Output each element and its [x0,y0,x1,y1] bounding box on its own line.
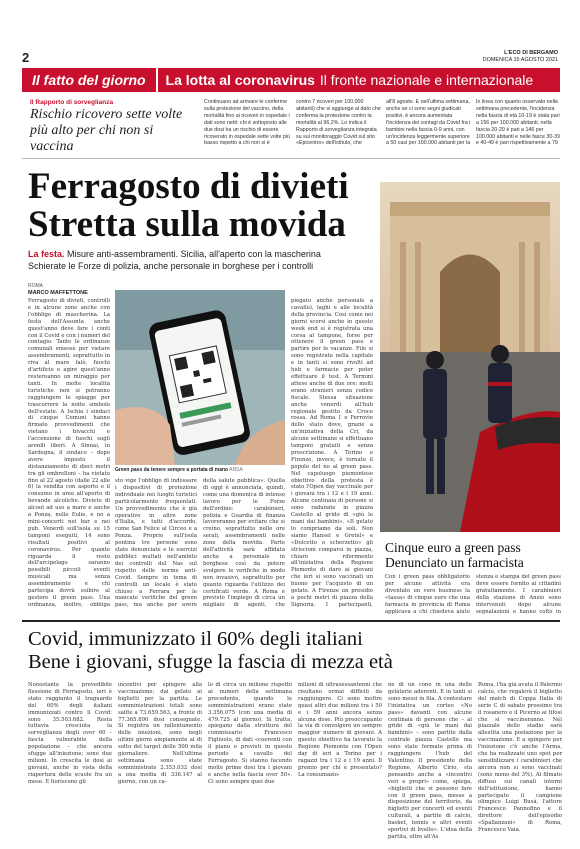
main-col-1: Ferragosto di divieti, controlli e in alcune zone anche con l'obbligo di mascherina. La festa dell'Assunta anche quest'anno deve fare i conti con il Covid e con i numeri del contagio. Tante le ordinanze comunali emesse per vietare assembramenti, soprattutto in riva al mare falò, fuochi d'artificio e agire quest'anno restereanno un miraggio per tanti. In molte località turistiche non si potranno raggiungere le spiagge per trascorrere la notte simbolo dell'estate. A Ischia i sindaci di cinque Comuni hanno firmato provvedimenti che vietano i bivacchi e l'accensione di fuochi sugli arenili liberi. A Sinnai, in Sardegna, il sindaco – dopo avere imposto il distanziamento di dieci metri tra gli ombrelloni – ha vietato fino al 22 agosto (dalle 22 alle 6) la vendita con asporto e il consumo in aree all'aperto di bevande alcoliche. Divieto di alcool ad uso a mare e anche a Ponza, nelle Eolie, e no a mini-concerti nei bar e nei pub. Venerdì sull'isola su 15 tamponi eseguiti, 14 sono risultati positivi al coronavirus. Per quanto riguarda il resto dell'arcipelago saranno possibili piccoli eventi musicali ma senza assembramento e chi partecipa dovrà esibire al gestore il green pass. Una ordinanza, inoltre, obbliga [28,298,110,608]
topic-label: La lotta al coronavirus [165,72,315,88]
bottom-divider [22,620,560,622]
bottom-headline-line-2: Bene i giovani, sfugge la fascia di mezza età [28,651,393,673]
bottom-headline-line-1: Covid, immunizzato il 60% degli italiani [28,628,363,650]
section-label: Il fatto del giorno [32,72,146,88]
side-col-2: stenza e stampa del green pass deve essere fornito ai cittadini gratuitamente. I carabinieri della stazione di Anzio sono intervenuti dopo alcune segnalazioni e hanno colto in [476,574,561,614]
byline: MARCO MAFFETTONE [28,290,88,296]
top-story-kicker: Il Rapporto di sorveglianza [30,99,114,106]
paper-date: DOMENICA 15 AGOSTO 2021 [482,57,558,63]
main-headline-line-1: Ferragosto di divieti [28,166,349,207]
police-photo [380,182,560,532]
dateline: ROMA [28,283,43,289]
police-photo-illustration [380,182,560,532]
top-story-col-2: contro 7 ricoveri per 100.000 abitanti) che si aggiunge al dato che conferma la protezione contro la mortalità al 96,2%. Lo indica il Rapporto di sorveglianza integrata su sul monitoraggio Covid sul sito «Epicentro» dell'istituto, che [296,99,381,147]
bottom-col-5: ne di un cono in una delle gelaterie aderenti. E in tanti si sono messi in fila. A contestare l'iniziativa un corteo «No pass» davanti con alcune centinaia di persone che – al grido di «giù le mani dai bambini» – sono partite dalla centrale piazza Castello ma sono state fermate prima di raggiungere l'hub del Valentino. Il presidente della Regione, Alberto Cirio, sta pensando anche a «incentivi veri e propri» come, spiega, «biglietti che si possono fare con il green pass, messe a disposizione del territorio, da biglietti per concerti ed eventi culturali, a partite di calcio, basket, tennis e altri eventi sportivi di livello». L'idea della partita, oltre all'As [388,682,472,840]
green-pass-photo [115,290,285,465]
green-pass-illustration [115,290,285,465]
top-story-headline: Rischio ricovero sette volte più alto per chi non si vaccina [30,107,183,154]
top-story-col-1: Continuano ad arrivare le conferme sulla protezione del vaccino, della mortalità fino ai ricoveri in ospedale i dati sono netti: chi è sottoposto alle due dosi ha un rischio di essere ricoverato in ospedale sette volte più basso rispetto a chi non si è [204,99,290,147]
main-col-2: sto vige l'obbligo di indossare i dispositivi di protezione individuale nei luoghi turistici particolarmente frequentati. Un provvedimento che è già operativo in altre zone d'Italia, e tutti d'accordo, come San Felice al Circeo e a Ponza. Proprio sull'isola pontina tre persone sono state denunciate e le esercizi pubblici multati nell'ambito dei controlli del Nas sul rispetto delle norme anti-Covid. Sempre in tema di controlli un locale è stato chiuso a Ferrara per le mancate verifiche del green pass, ma anche per avere [115,478,197,608]
bottom-col-3: lo di circa un milione rispetto ai numeri della settimana precedente, quando le somministrazioni erano state 3.356.075 (con una media di 479.725 al giorno). Si tratta, spiegano dalla struttura del commissario Francesco Figliuolo, di dati «coerenti con il piano e previsti in questo periodo a cavallo del Ferragosto. Si stanno facendo molte prime dosi tra i giovani e anche nella fascia over 50». Ci sono sempre quei due [208,682,292,785]
main-deck [28,248,378,272]
deck-label: La festa. [28,249,65,259]
bottom-col-4: milioni di ultrasessantenni che risultano ormai difficili da raggiungere. Ci sono inoltre quasi altri due milioni tra i 50 e i 59 anni ancora senza alcuna dose. Più preoccupante la via di convolgere un sempre maggior numero di giovani. A questo obiettivo ha lavorato la Regione Piemonte con l'Open day di ieri a Torino per i ragazzi tra i 12 e i 19 anni. Il premio per chi è presentato? La consumazio- [298,682,382,778]
side-col-1: Con i green pass obbligatorio per alcune attività era diventato un vero business la «tassa» di cinque euro che una farmacia in provincia di Roma applicava a chi chiedeva aiuto [385,574,470,614]
paper-name: L'ECO DI BERGAMO [504,50,558,56]
main-headline [28,168,378,244]
main-headline-line-2: Stretta sulla movida [28,204,346,245]
main-col-4: piegato anche personale a cavallo), laghi e alle località della provincia. Così come nei giorni scorsi anche in questo week end si è registrata una corsa al tampone, forse per ottenere il green pass e partire per le vacanze. File si sono registrate nella capitale e in tanti si sono rivolti ad hub e farmacie per poter effettuare il test. A Termini attese anche di due ore: molti erano stranieri senza codice fiscale. Stessa situazione anche venerdì all'hub regionale gestito da Croce rossa. Ad Roma 1 e Ferrovie dello stato dove, grazie a un'iniziativa della Cri, da alcune settimane si effettuano tamponi gratuiti e senza prescrizione. A Torino e Firenze, invece, è tornato il popolo del no al green pass. Nel capoluogo piemontese obiettivo della protesta è stato l'Open day vaccinale per i giovani tra i 12 e i 19 anni. Alcune centinaia di persone si sono radunate in piazza Castello al grido di «giù le mani dai bambini». «Il gelato lo compriamo da soli. Non siamo Hansel e Gretel» e «Dolcetto o scherzetto» gli striscioni comparsi in piazza, chiaro riferimento all'iniziativa della Regione Piemonte di dare ai giovani che ieri si sono vaccinati un buono per l'acquisto di un gelato. A Firenze un presidio a pochi metri di piazza della Signoria. I partecipanti, [291,298,373,608]
top-story-col-3: all'8 agosto. E nell'ultima settimana, anche se ci sono segni giudicati positivi, è ancora aumentata l'incidenza dei contagi da Covid fra i bambini nella fascia 0-9 anni, con un'incidenza leggermente superiore a 50 casi per 100.000 abitanti per la [386,99,471,147]
bottom-col-2: incentivi per spingere alla vaccinazione: dai gelato ai biglietti per la partita. Le somministrazioni totali sono salite a 73.659.563, a fronte di 77.365.890 dosi consegnate. Si registra un rallentamento delle iniezioni, sono negli ultimi giorni ampiamente al di sotto del target delle 500 mila giornaliere. Nell'ultima settimana sono state somministrate 2.353.032 dosi a una media di 336.147 al giorno, con un ca- [118,682,202,785]
photo-caption-text: Green pass da tenere sempre a portata di mano [115,467,229,473]
subtopic-label: Il fronte nazionale e internazionale [319,72,534,88]
section-bar [22,68,560,92]
bottom-col-6: Roma, l'ha già avuta il Palermo calcio, che regalerà il biglietto del match di Coppa Italia di serie C di sabato prossimo tra il rosanero e il Picerno ai tifosi che si vaccineranno. Nel piazzale dello stadio sarà allestita una postazione per la vaccinazione. E a spingere per l'iniezione c'è anche l'Arma, che ha realizzato uno spot per sensibilizzare i carabinieri che ancora non si sono vaccinati (sono meno del 3%). Al filmato diffuso sui canali interni dell'istituzione, hanno partecipato il campione olimpico Luigi Busà, l'attore Francesco Pannofino e il direttore dell'episodio «Spallanzani» di Roma, Francesco Vaia. [478,682,562,834]
bottom-col-1: Nonostante la prevedibile flessione di Ferragosto, ieri è stato raggiunto il traguardo del 60% degli italiani immunizzati contro il Covid: sono 35.503.682. Resta tuttavia cresciuta la sorveglianza degli over 60 – fascia vulnerabile della popolazione – che ancora sfugge all'iniezione: sono due milioni. In crescita le dosi ai giovani, anche in vista della riapertura delle scuole fra un mese. E fioriscono gli [28,682,112,785]
page-number: 2 [22,50,30,65]
deck-line-2: Schierate le Forze di polizia, anche personale in borghese per i controlli [28,261,314,271]
side-headline: Cinque euro a green pass Denunciato un farmacista [385,540,524,570]
main-col-3: della salute pubblica». Quella di oggi è annunciata, quindi, come una domenica di intenso lavoro per le Forze dell'ordine: carabinieri, polizia e Guardia di finanza lavoreranno per evitare che si creino, soprattutto nelle ore serali, assembramenti nelle zone della movida. Parte dell'attività sarà affidata anche a personale in borghese così da potere svolgere le verifiche in modo non invasivo, soprattutto per quanto riguarda l'utilizzo dei certificati verde. A Roma è previsto l'impiego di circa un migliaio di agenti, che [203,478,285,608]
divider-rule [22,158,560,159]
deck-line-1: Misure anti-assembramenti. Sicilia, all'aperto con la mascherina [67,249,321,259]
paper-info [483,50,558,64]
photo-caption [115,467,285,473]
bottom-headline [28,628,558,674]
photo-caption-credit: ANSA [229,467,243,473]
top-story-col-4: In linea con quanto osservato nella settimana precedente, l'incidenza nella fascia di età 10-19 è stata pari a 156 per 100.000 abitanti, nella fascia 20-29 è pari a 146 per 100.000 abitanti e nelle fasce 30-39 e 40-49 è pari rispettivamente a 79 [476,99,560,147]
